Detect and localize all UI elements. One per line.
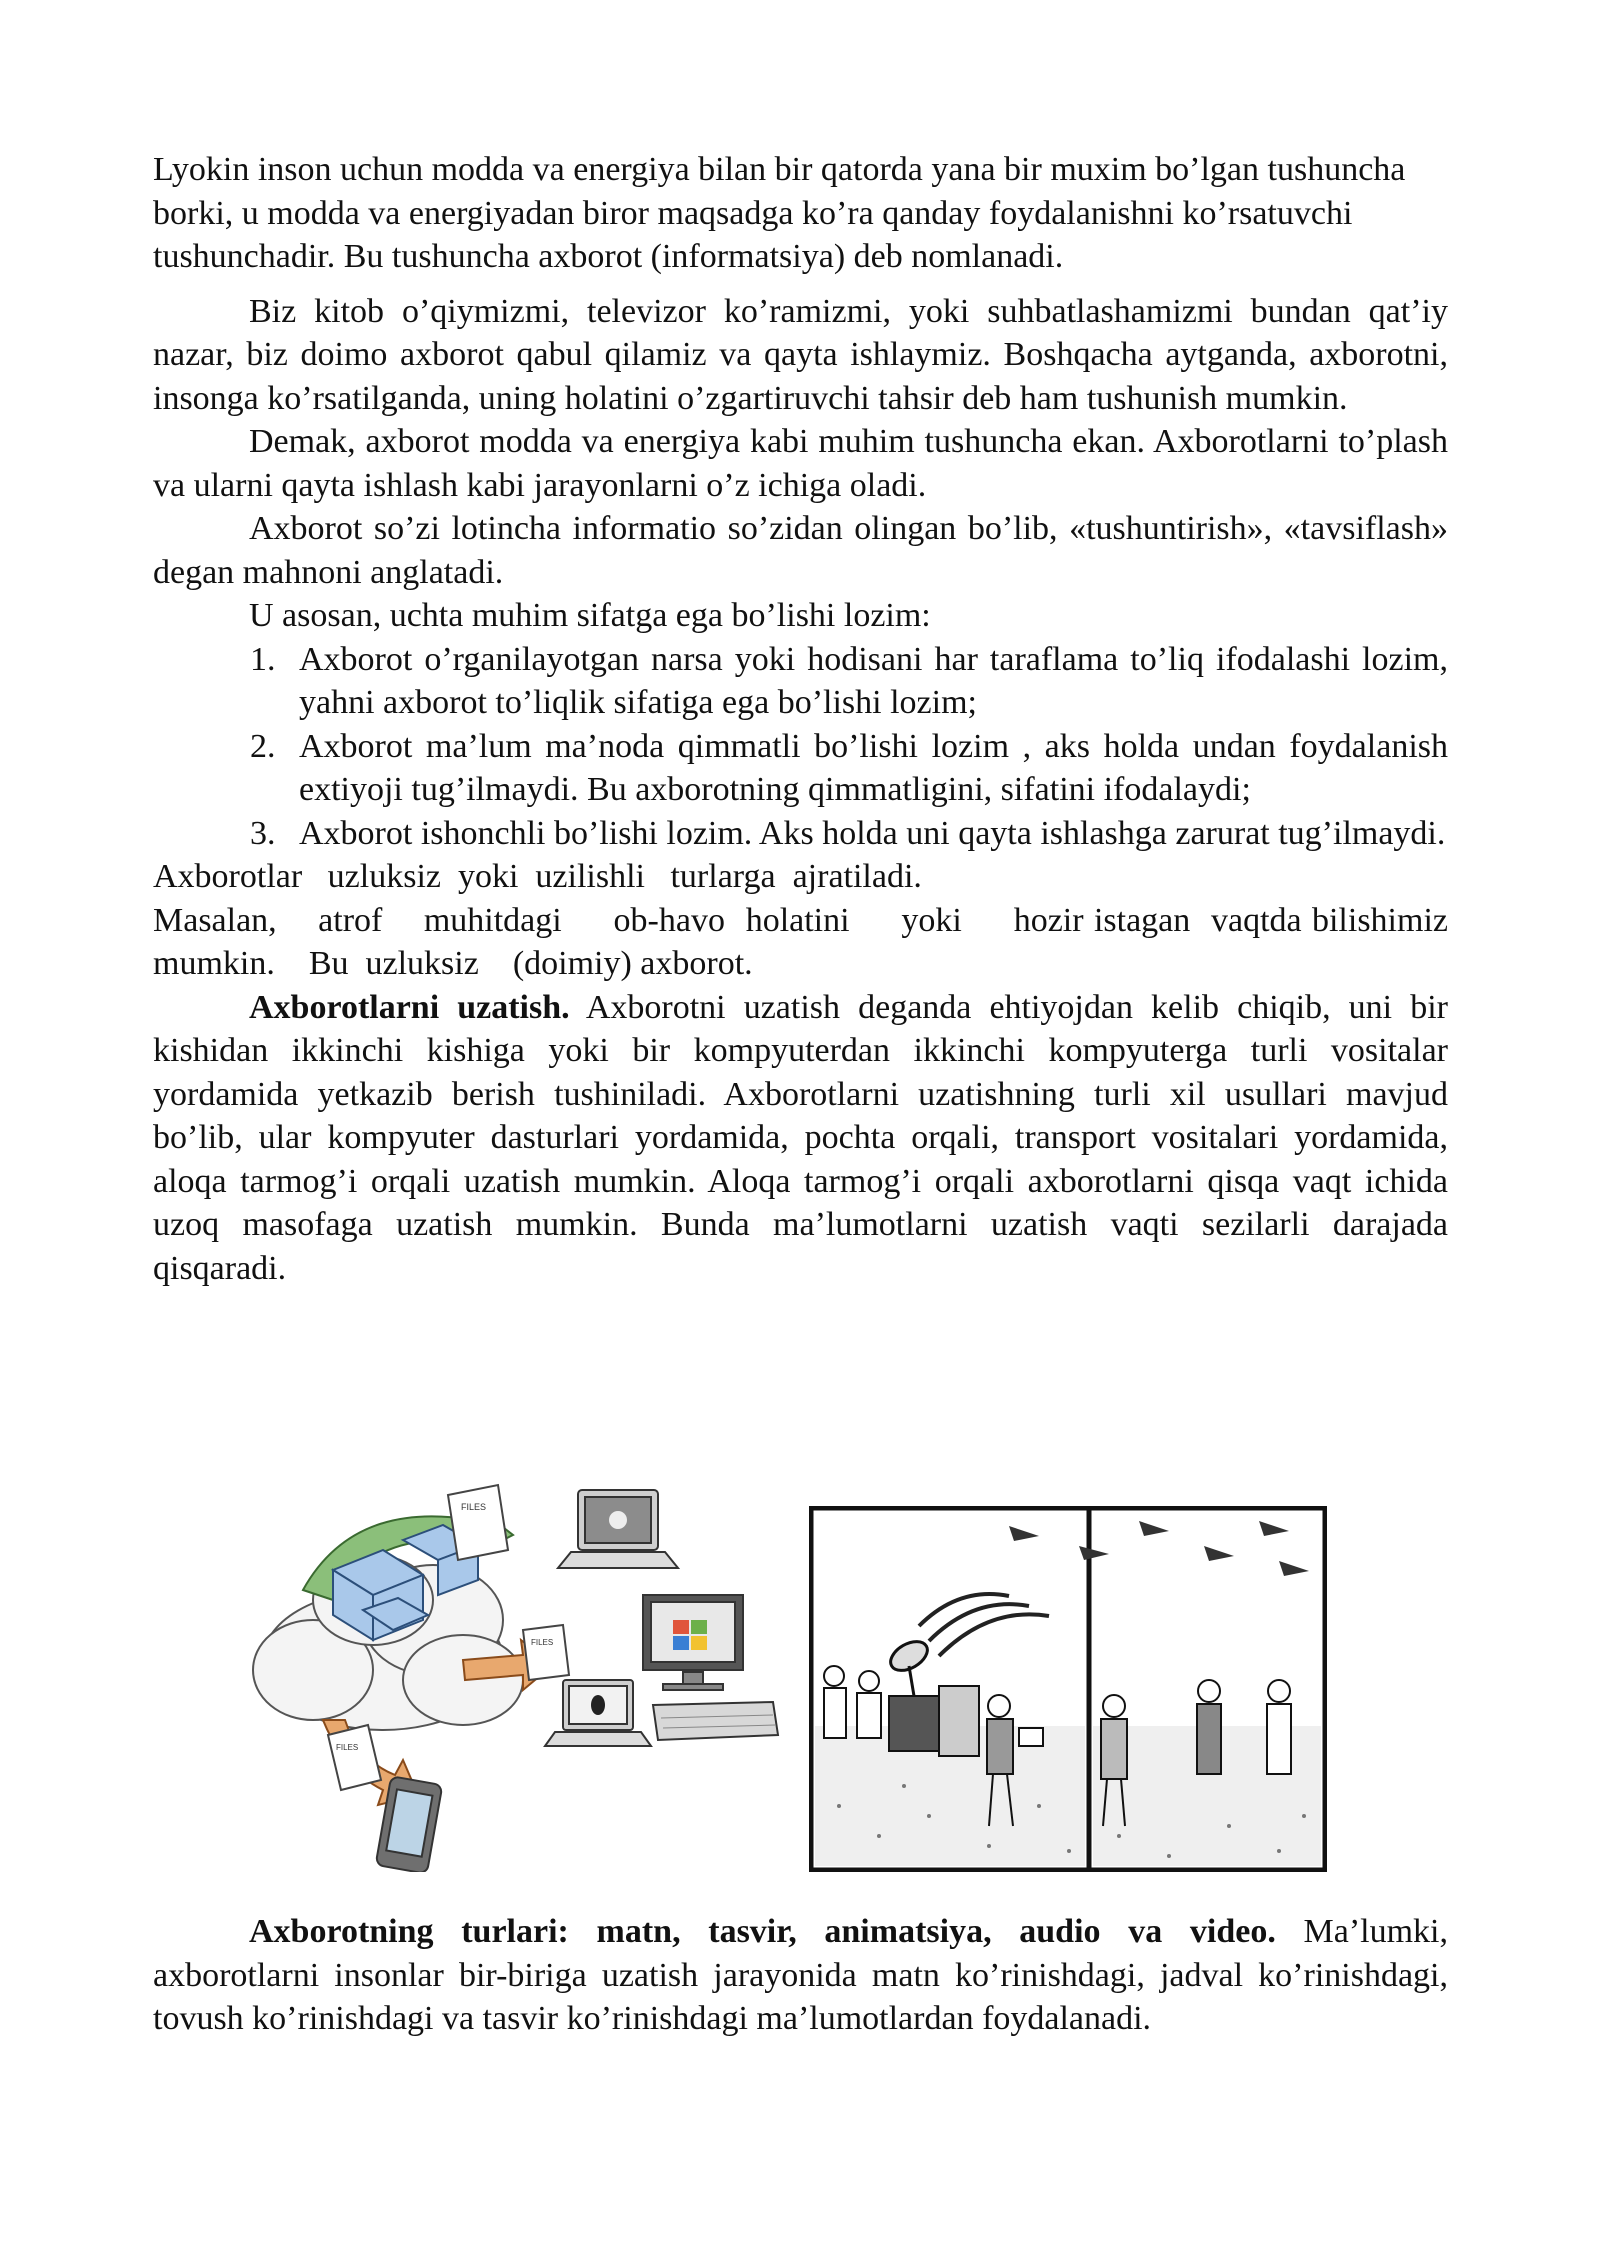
qualities-list: [153, 638, 1448, 856]
document-body: [153, 148, 1474, 1290]
list-text: Axborot o’rganilayotgan narsa yoki hodisani har taraflama to’liq ifodalashi lozim, yahni axborot to’liqlik sifatiga ega bo’lishi lozim;: [299, 640, 1448, 721]
list-text: Axborot ishonchli bo’lishi lozim. Aks holda uni qayta ishlashga zarurat tug’ilmaydi.: [299, 814, 1446, 852]
list-number: 1.: [250, 640, 276, 678]
laptop-icon: [558, 1490, 678, 1568]
list-item: [250, 638, 1448, 725]
linux-laptop-icon: [545, 1680, 651, 1746]
paragraph-conclusion: Demak, axborot modda va energiya kabi muhim tushuncha ekan. Axborotlarni to’plash va ularni qayta ishlash kabi jarayonlarni o’z ichiga oladi.: [153, 423, 1448, 504]
figures-row: [153, 1480, 1448, 1880]
cloud-file-transfer-illustration: [233, 1480, 833, 1872]
paragraph-reading-tv: Biz kitob o’qiymizmi, televizor ko’ramizmi, yoki suhbatlashamizmi bundan qat’iy nazar, biz doimo axborot qabul qilamiz va qayta ishlaymiz. Boshqacha aytganda, axborotni, insonga ko’rsatilganda, uning holatini o’zgartiruvchi tahsir deb ham tushunish mumkin.: [153, 292, 1448, 417]
intro-paragraph: Lyokin inson uchun modda va energiya bilan bir qatorda yana bir muxim bo’lgan tushuncha borki, u modda va energiyadan biror maqsadga ko’ra qanday foydalanishni ko’rsatuvchi tushunchadir. Bu tushuncha axborot (informatsiya) deb nomlanadi.: [153, 151, 1406, 275]
types-section: [153, 1910, 1448, 2041]
monitor-icon: [643, 1595, 743, 1690]
list-item: [250, 812, 1448, 856]
comic-communication-illustration: [809, 1506, 1327, 1872]
keyboard-icon: [653, 1702, 778, 1740]
list-item: [250, 725, 1448, 812]
paragraph-qualities-intro: U asosan, uchta muhim sifatga ega bo’lishi lozim:: [249, 597, 931, 634]
paragraph-etymology: Axborot so’zi lotincha informatio so’zidan olingan bo’lib, «tushuntirish», «tavsiflash» degan mahnoni anglatadi.: [153, 510, 1448, 591]
paragraph-example: Masalan, atrof muhitdagi ob-havo holatini yoki hozir istagan vaqtda bilishimiz mumkin. Bu uzluksiz (doimiy) axborot.: [153, 901, 1474, 982]
types-heading: Axborotning turlari: matn, tasvir, animatsiya, audio va video.: [249, 1913, 1276, 1950]
file-label: FILES: [461, 1502, 487, 1512]
file-label: FILES: [336, 1743, 359, 1752]
list-number: 2.: [250, 727, 276, 765]
paper-icon: [1019, 1728, 1043, 1746]
transfer-text: Axborotni uzatish deganda ehtiyojdan kelib chiqib, uni bir kishidan ikkinchi kishiga yoki bir kompyuterdan ikkinchi kompyuterga turli vositalar yordamida yetkazib berish tushiniladi. Axborotlarni uzatishning turli xil usullari mavjud bo’lib, ular kompyuter dasturlari yordamida, pochta orqali, transport vositalari yordamida, aloqa tarmog’i orqali uzatish mumkin. Aloqa tarmog’i orqali axborotlarni qisqa vaqt ichida uzoq masofaga uzatish mumkin. Bunda ma’lumotlarni uzatish vaqti sezilarli darajada qisqaradi.: [153, 988, 1448, 1287]
transfer-heading: Axborotlarni uzatish.: [249, 988, 570, 1026]
machine-icon: [939, 1686, 979, 1756]
radio-box-icon: [889, 1696, 939, 1751]
list-text: Axborot ma’lum ma’noda qimmatli bo’lishi lozim , aks holda undan foydalanish extiyoji tug’ilmaydi. Bu axborotning qimmatligini, sifatini ifodalaydi;: [299, 727, 1448, 808]
paragraph-types-split: Axborotlar uzluksiz yoki uzilishli turlarga ajratiladi.: [153, 858, 922, 895]
types-text: Ma’lumki, axborotlarni insonlar bir-biriga uzatish jarayonida matn ko’rinishdagi, jadval ko’rinishdagi, tovush ko’rinishdagi va tasvir ko’rinishdagi ma’lumotlardan foydalanadi.: [153, 1913, 1448, 2037]
file-label: FILES: [531, 1638, 554, 1647]
list-number: 3.: [250, 814, 276, 852]
paragraph-transfer: [153, 986, 1448, 1291]
paragraph-types: [153, 1910, 1448, 2041]
